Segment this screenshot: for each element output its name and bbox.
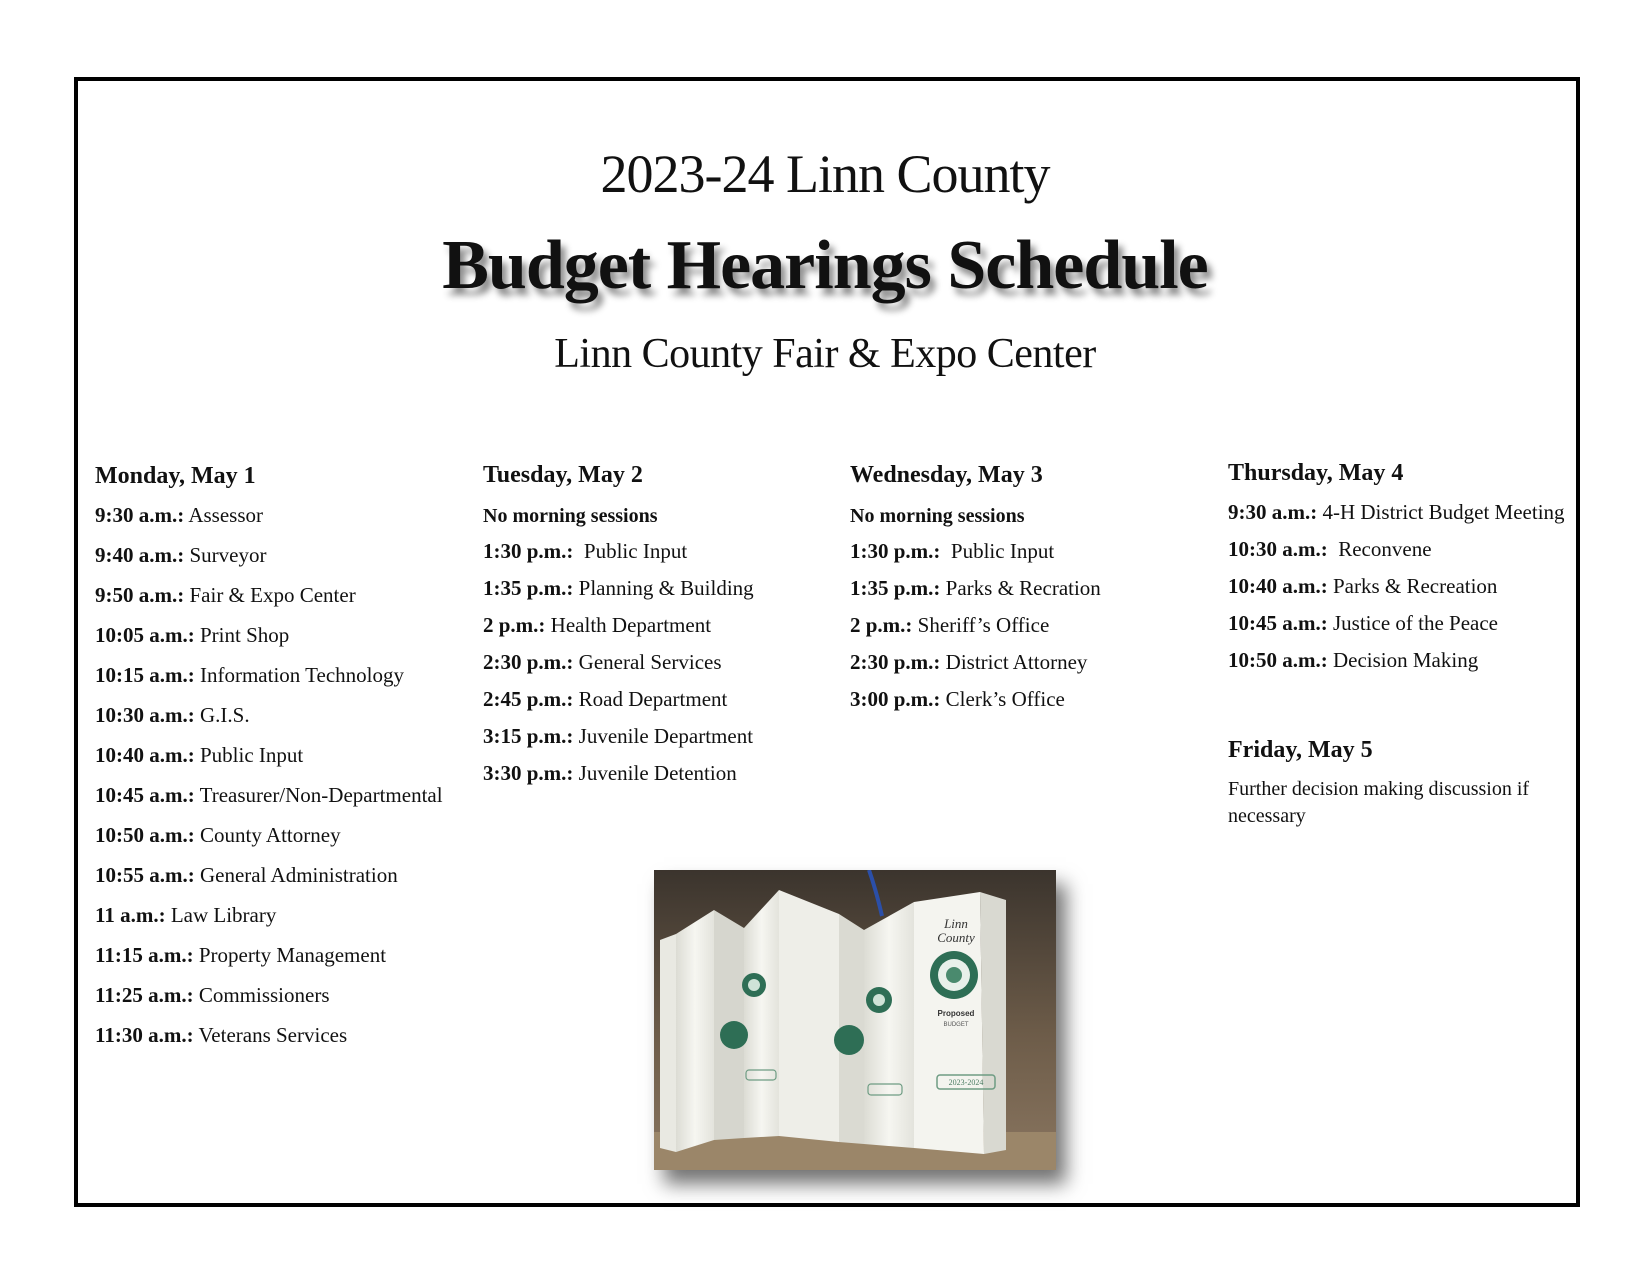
item-department: Print Shop <box>194 623 290 647</box>
thursday-schedule-item <box>1228 573 1578 600</box>
item-time: 1:30 p.m.: <box>483 539 574 563</box>
item-department: District Attorney <box>940 650 1088 674</box>
item-time: 11:25 a.m.: <box>95 983 194 1007</box>
item-department: Property Management <box>193 943 387 967</box>
item-department: Treasurer/Non-Departmental <box>194 783 443 807</box>
item-time: 9:30 a.m.: <box>95 503 185 527</box>
item-time: 2:30 p.m.: <box>483 650 574 674</box>
item-department: Public Input <box>940 539 1055 563</box>
item-department: County Attorney <box>194 823 341 847</box>
friday-text: Further decision making discussion if necessary <box>1228 778 1530 827</box>
item-department: Planning & Building <box>573 576 754 600</box>
wednesday-heading: Wednesday, May 3 <box>850 462 1043 488</box>
item-time: 10:05 a.m.: <box>95 623 195 647</box>
svg-text:County: County <box>937 930 975 945</box>
item-department: General Services <box>573 650 722 674</box>
monday-schedule-item <box>95 502 455 529</box>
item-time: 1:30 p.m.: <box>850 539 941 563</box>
item-time: 9:30 a.m.: <box>1228 500 1318 524</box>
wednesday-schedule-item <box>850 612 1190 639</box>
monday-schedule-item <box>95 902 455 929</box>
item-time: 10:30 a.m.: <box>95 703 195 727</box>
item-time: 1:35 p.m.: <box>850 576 941 600</box>
item-time: 1:35 p.m.: <box>483 576 574 600</box>
venue-subtitle: Linn County Fair & Expo Center <box>554 331 1096 377</box>
item-department: Veterans Services <box>193 1023 348 1047</box>
item-department: Information Technology <box>194 663 404 687</box>
wednesday-schedule-item <box>850 686 1190 713</box>
item-department: Health Department <box>545 613 712 637</box>
monday-column <box>95 463 455 1049</box>
item-department: Justice of the Peace <box>1327 611 1499 635</box>
title-year: 2023-24 Linn County <box>600 144 1050 204</box>
monday-schedule-item <box>95 782 455 809</box>
item-time: 3:15 p.m.: <box>483 724 574 748</box>
monday-schedule-item <box>95 622 455 649</box>
friday-column <box>1228 737 1568 830</box>
item-time: 10:45 a.m.: <box>1228 611 1328 635</box>
item-time: 11 a.m.: <box>95 903 166 927</box>
item-time: 3:30 p.m.: <box>483 761 574 785</box>
item-department: Law Library <box>165 903 277 927</box>
item-time: 9:40 a.m.: <box>95 543 185 567</box>
binder-budget-text: BUDGET <box>943 1022 969 1028</box>
item-time: 10:45 a.m.: <box>95 783 195 807</box>
item-time: 2:30 p.m.: <box>850 650 941 674</box>
tuesday-schedule-item <box>483 612 823 639</box>
item-time: 2:45 p.m.: <box>483 687 574 711</box>
item-department: Road Department <box>573 687 728 711</box>
tuesday-heading: Tuesday, May 2 <box>483 462 643 488</box>
item-time: 10:55 a.m.: <box>95 863 195 887</box>
item-time: 11:15 a.m.: <box>95 943 194 967</box>
monday-list <box>95 502 455 1049</box>
item-department: Public Input <box>573 539 688 563</box>
wednesday-schedule-item <box>850 649 1190 676</box>
monday-schedule-item <box>95 942 455 969</box>
thursday-schedule-item <box>1228 647 1578 674</box>
budget-binders-photo <box>654 870 1056 1170</box>
item-department: Assessor <box>184 503 263 527</box>
wednesday-note: No morning sessions <box>850 505 1025 527</box>
item-time: 10:40 a.m.: <box>95 743 195 767</box>
binder-year-text: 2023-2024 <box>948 1078 984 1087</box>
wednesday-schedule-item <box>850 575 1190 602</box>
item-department: Commissioners <box>193 983 330 1007</box>
binder-proposed-text: Proposed <box>937 1009 975 1018</box>
tuesday-schedule-item <box>483 649 823 676</box>
thursday-heading: Thursday, May 4 <box>1228 460 1404 486</box>
item-department: Public Input <box>194 743 304 767</box>
item-department: Fair & Expo Center <box>184 583 356 607</box>
tuesday-column <box>483 462 823 787</box>
item-time: 10:40 a.m.: <box>1228 574 1328 598</box>
item-time: 2 p.m.: <box>850 613 913 637</box>
wednesday-column <box>850 462 1190 713</box>
monday-schedule-item <box>95 542 455 569</box>
tuesday-schedule-item <box>483 686 823 713</box>
item-time: 10:15 a.m.: <box>95 663 195 687</box>
wednesday-schedule-item <box>850 538 1190 565</box>
item-time: 10:50 a.m.: <box>1228 648 1328 672</box>
item-time: 2 p.m.: <box>483 613 546 637</box>
item-department: Parks & Recration <box>940 576 1101 600</box>
item-department: 4-H District Budget Meeting <box>1317 500 1565 524</box>
item-department: Clerk’s Office <box>940 687 1065 711</box>
item-department: Decision Making <box>1327 648 1479 672</box>
item-department: Juvenile Detention <box>573 761 737 785</box>
binder-title-text: Linn <box>944 916 968 931</box>
tuesday-schedule-item <box>483 760 823 787</box>
thursday-schedule-item <box>1228 499 1578 526</box>
page-title: Budget Hearings Schedule <box>442 227 1208 304</box>
wednesday-list <box>850 538 1190 713</box>
friday-heading: Friday, May 5 <box>1228 737 1373 763</box>
item-department: Reconvene <box>1327 537 1432 561</box>
tuesday-schedule-item <box>483 538 823 565</box>
item-department: General Administration <box>194 863 398 887</box>
tuesday-note: No morning sessions <box>483 505 658 527</box>
tuesday-schedule-item <box>483 723 823 750</box>
monday-heading: Monday, May 1 <box>95 463 256 489</box>
thursday-list <box>1228 499 1578 674</box>
binders-illustration <box>654 870 1056 1170</box>
item-department: G.I.S. <box>194 703 250 727</box>
tuesday-schedule-item <box>483 575 823 602</box>
tuesday-list <box>483 538 823 787</box>
monday-schedule-item <box>95 1022 455 1049</box>
thursday-schedule-item <box>1228 610 1578 637</box>
monday-schedule-item <box>95 582 455 609</box>
thursday-column <box>1228 460 1578 674</box>
monday-schedule-item <box>95 862 455 889</box>
monday-schedule-item <box>95 982 455 1009</box>
item-department: Juvenile Department <box>573 724 754 748</box>
item-department: Surveyor <box>184 543 267 567</box>
item-time: 9:50 a.m.: <box>95 583 185 607</box>
monday-schedule-item <box>95 702 455 729</box>
item-department: Sheriff’s Office <box>912 613 1050 637</box>
monday-schedule-item <box>95 662 455 689</box>
item-time: 10:30 a.m.: <box>1228 537 1328 561</box>
monday-schedule-item <box>95 822 455 849</box>
item-time: 11:30 a.m.: <box>95 1023 194 1047</box>
monday-schedule-item <box>95 742 455 769</box>
thursday-schedule-item <box>1228 536 1578 563</box>
item-time: 10:50 a.m.: <box>95 823 195 847</box>
item-department: Parks & Recreation <box>1327 574 1498 598</box>
item-time: 3:00 p.m.: <box>850 687 941 711</box>
